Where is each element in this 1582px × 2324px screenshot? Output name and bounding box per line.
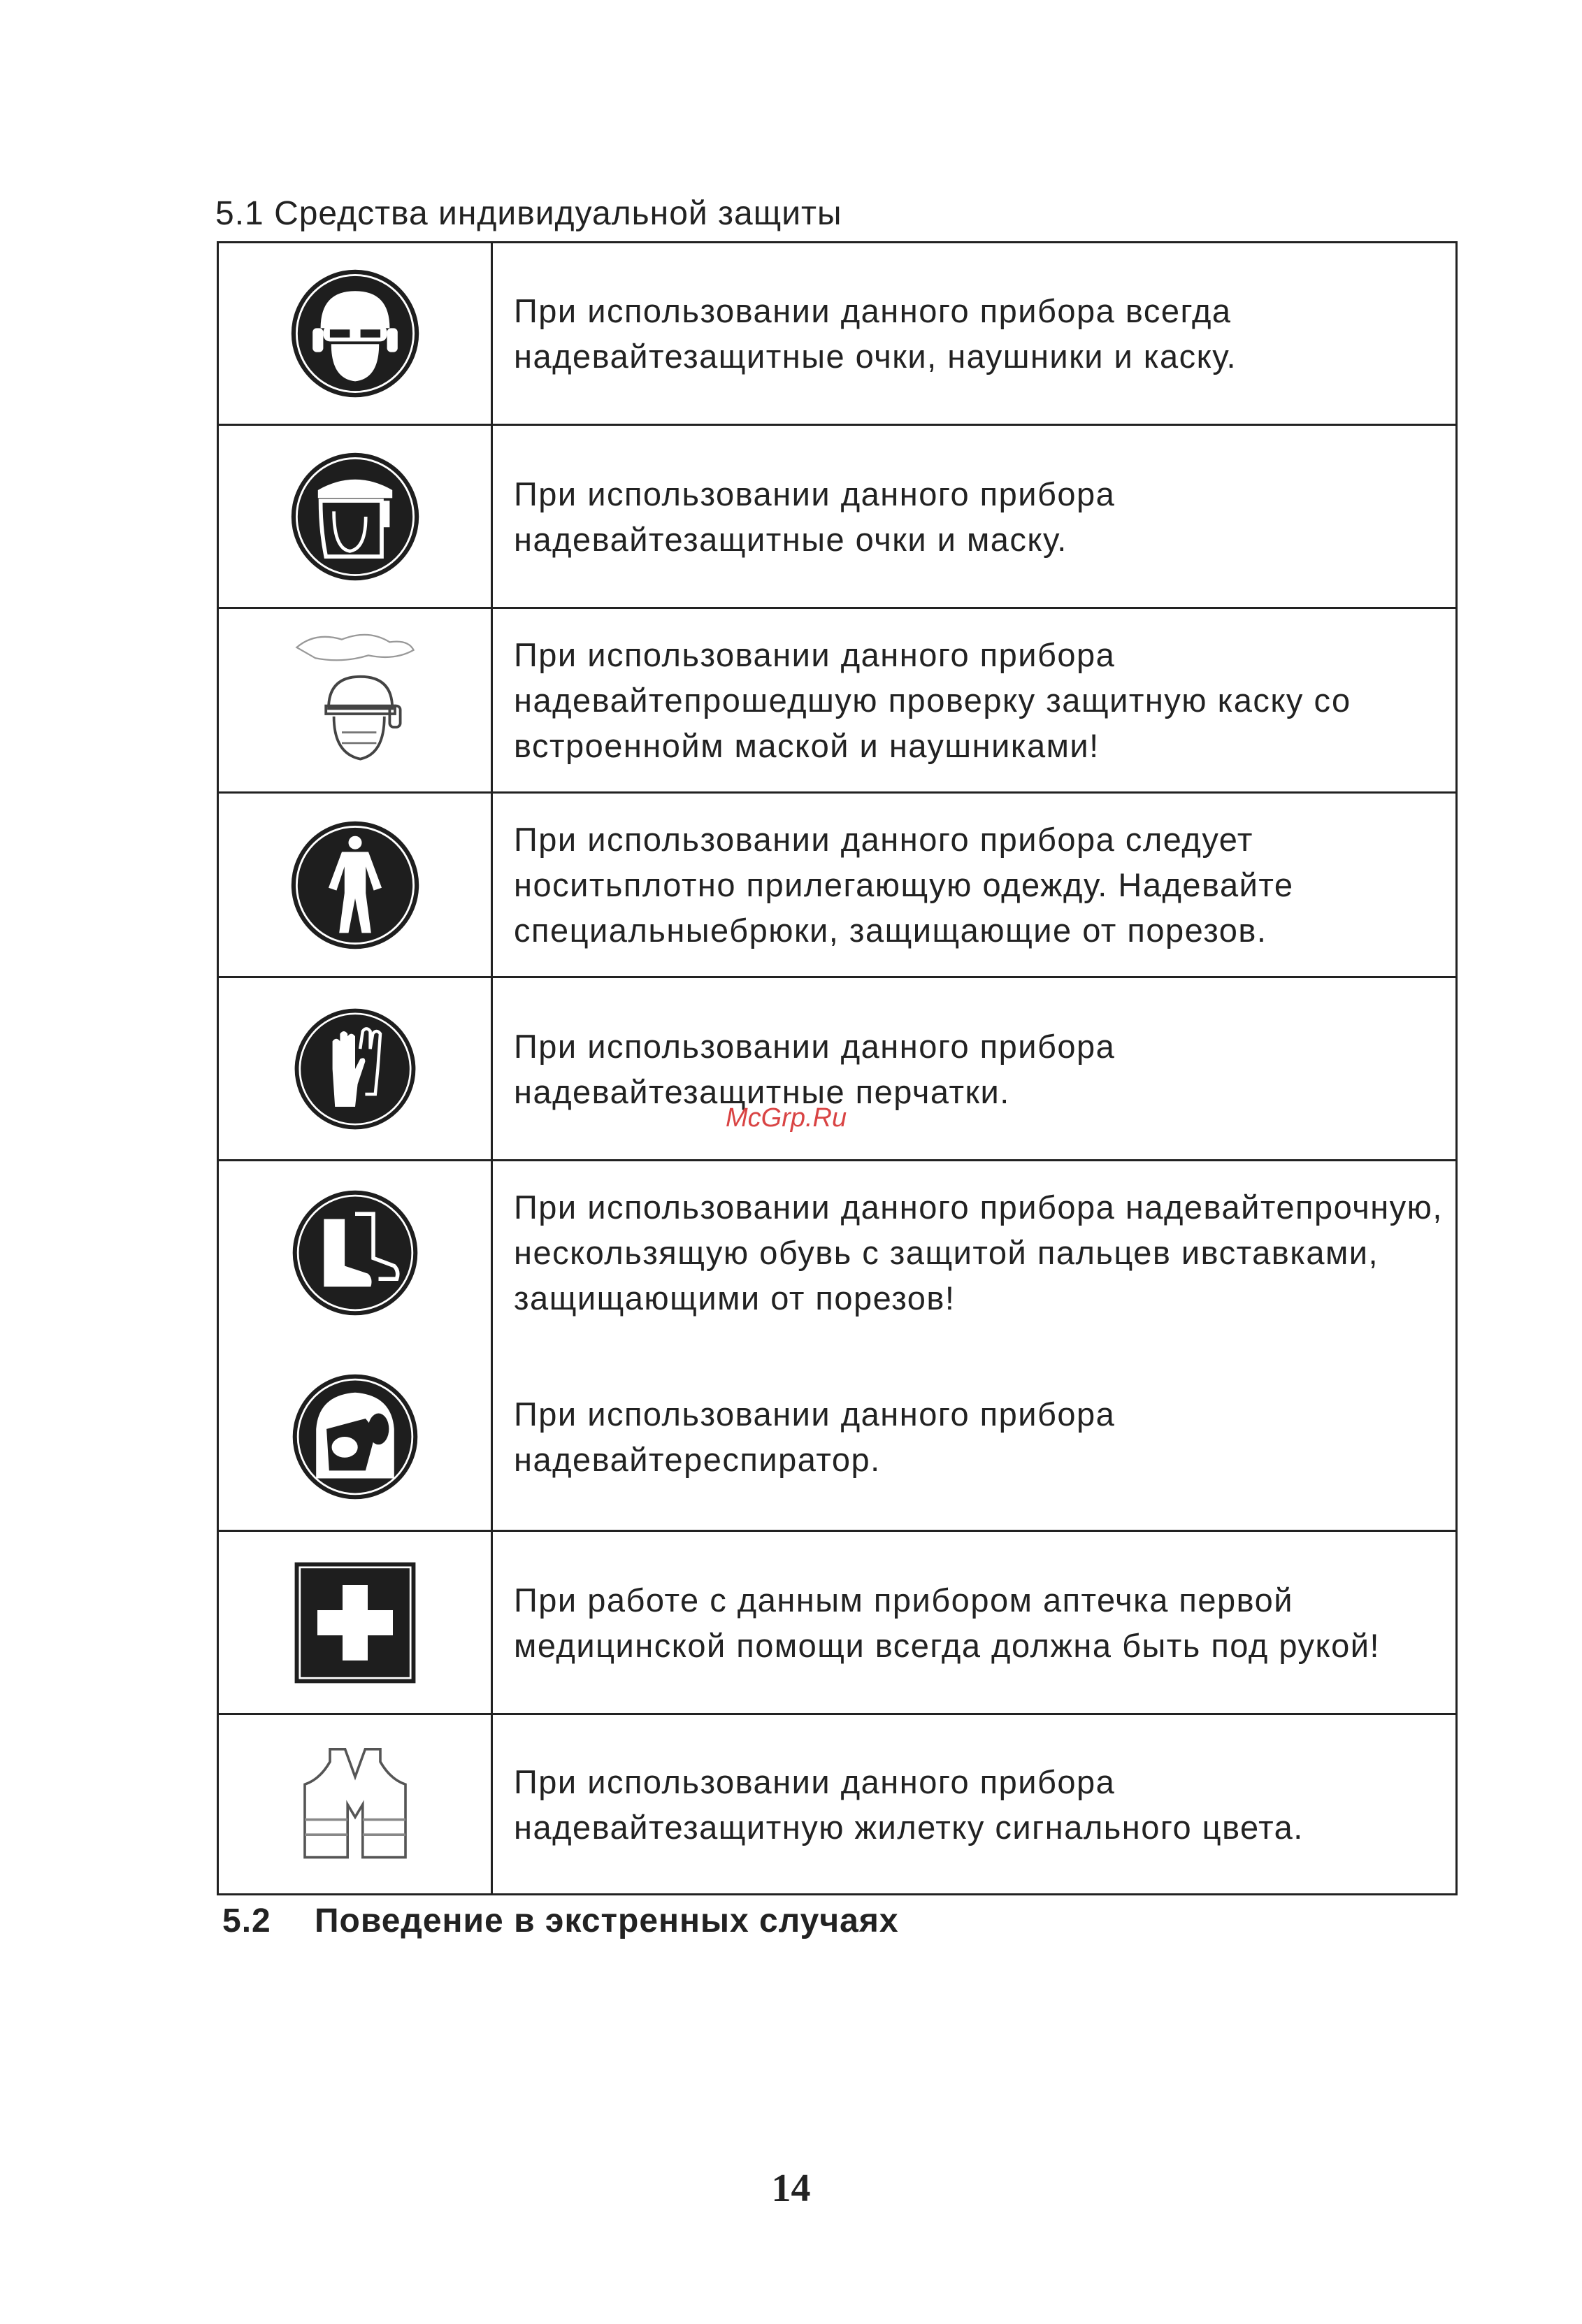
text-cell [493, 1715, 1455, 1893]
table-row [219, 1713, 1455, 1893]
helmet-visor-earmuffs-icon [289, 620, 422, 781]
icon-cell [219, 794, 493, 976]
section-2-title: Поведение в экстренных случаях [315, 1902, 899, 1939]
icon-cell [219, 1715, 493, 1893]
row-text: При использовании данного прибора всегда надевайтезащитные очки, наушники и каску. [514, 292, 1237, 375]
table-row [219, 1344, 1455, 1530]
icon-cell [219, 1532, 493, 1713]
icon-cell [219, 243, 493, 424]
section-title: 5.1 Средства индивидуальной защиты [215, 195, 842, 232]
icon-cell [219, 1344, 493, 1530]
first-aid-icon [292, 1560, 418, 1686]
icon-cell [219, 426, 493, 607]
section-2-number: 5.2 [222, 1902, 271, 1939]
row-text: При использовании данного прибора надевайтезащитные очки и маску. [514, 475, 1116, 558]
table-row [219, 424, 1455, 607]
icon-cell [219, 1161, 493, 1344]
row-text: При использовании данного прибора надевайтепрошедшую проверку защитную каску со встроеннойм маской и наушниками! [514, 636, 1351, 764]
watermark: McGrp.Ru [726, 1103, 847, 1133]
icon-cell [219, 978, 493, 1159]
gloves-icon [292, 1006, 418, 1132]
row-text: При использовании данного прибора надевайтезащитную жилетку сигнального цвета. [514, 1763, 1304, 1846]
table-row [219, 1530, 1455, 1713]
row-text: При работе с данным прибором аптечка первой медицинской помощи всегда должна быть под рукой! [514, 1581, 1381, 1664]
icon-cell [219, 609, 493, 791]
text-cell [493, 243, 1455, 424]
section-2-heading [222, 1902, 899, 1940]
text-cell [493, 1161, 1455, 1344]
protective-suit-icon [289, 819, 422, 952]
table-row [219, 607, 1455, 791]
text-cell [493, 1532, 1455, 1713]
text-cell [493, 1344, 1455, 1530]
respirator-icon [290, 1372, 420, 1502]
row-text: При использовании данного прибора надевайтереспиратор. [514, 1396, 1116, 1478]
safety-boots-icon [290, 1188, 420, 1318]
table-row [219, 243, 1455, 424]
row-text: При использовании данного прибора следует носитьплотно прилегающую одежду. Надевайте специальныебрюки, защищающие от порезов. [514, 821, 1294, 949]
text-cell [493, 609, 1455, 791]
helmet-goggles-earmuffs-icon [289, 267, 422, 400]
table-row [219, 791, 1455, 976]
text-cell [493, 794, 1455, 976]
safety-vest-icon [292, 1742, 418, 1867]
text-cell [493, 978, 1455, 1159]
row-text: При использовании данного прибора надевайтезащитные перчатки. [514, 1027, 1116, 1110]
text-cell [493, 426, 1455, 607]
page-number: 14 [771, 2167, 811, 2210]
ppe-table [217, 241, 1458, 1895]
table-row [219, 1159, 1455, 1344]
face-shield-icon [289, 450, 422, 583]
row-text: При использовании данного прибора надевайтепрочную, нескользящую обувь с защитой пальцев ивставками, защищающими от порезов! [514, 1189, 1443, 1317]
